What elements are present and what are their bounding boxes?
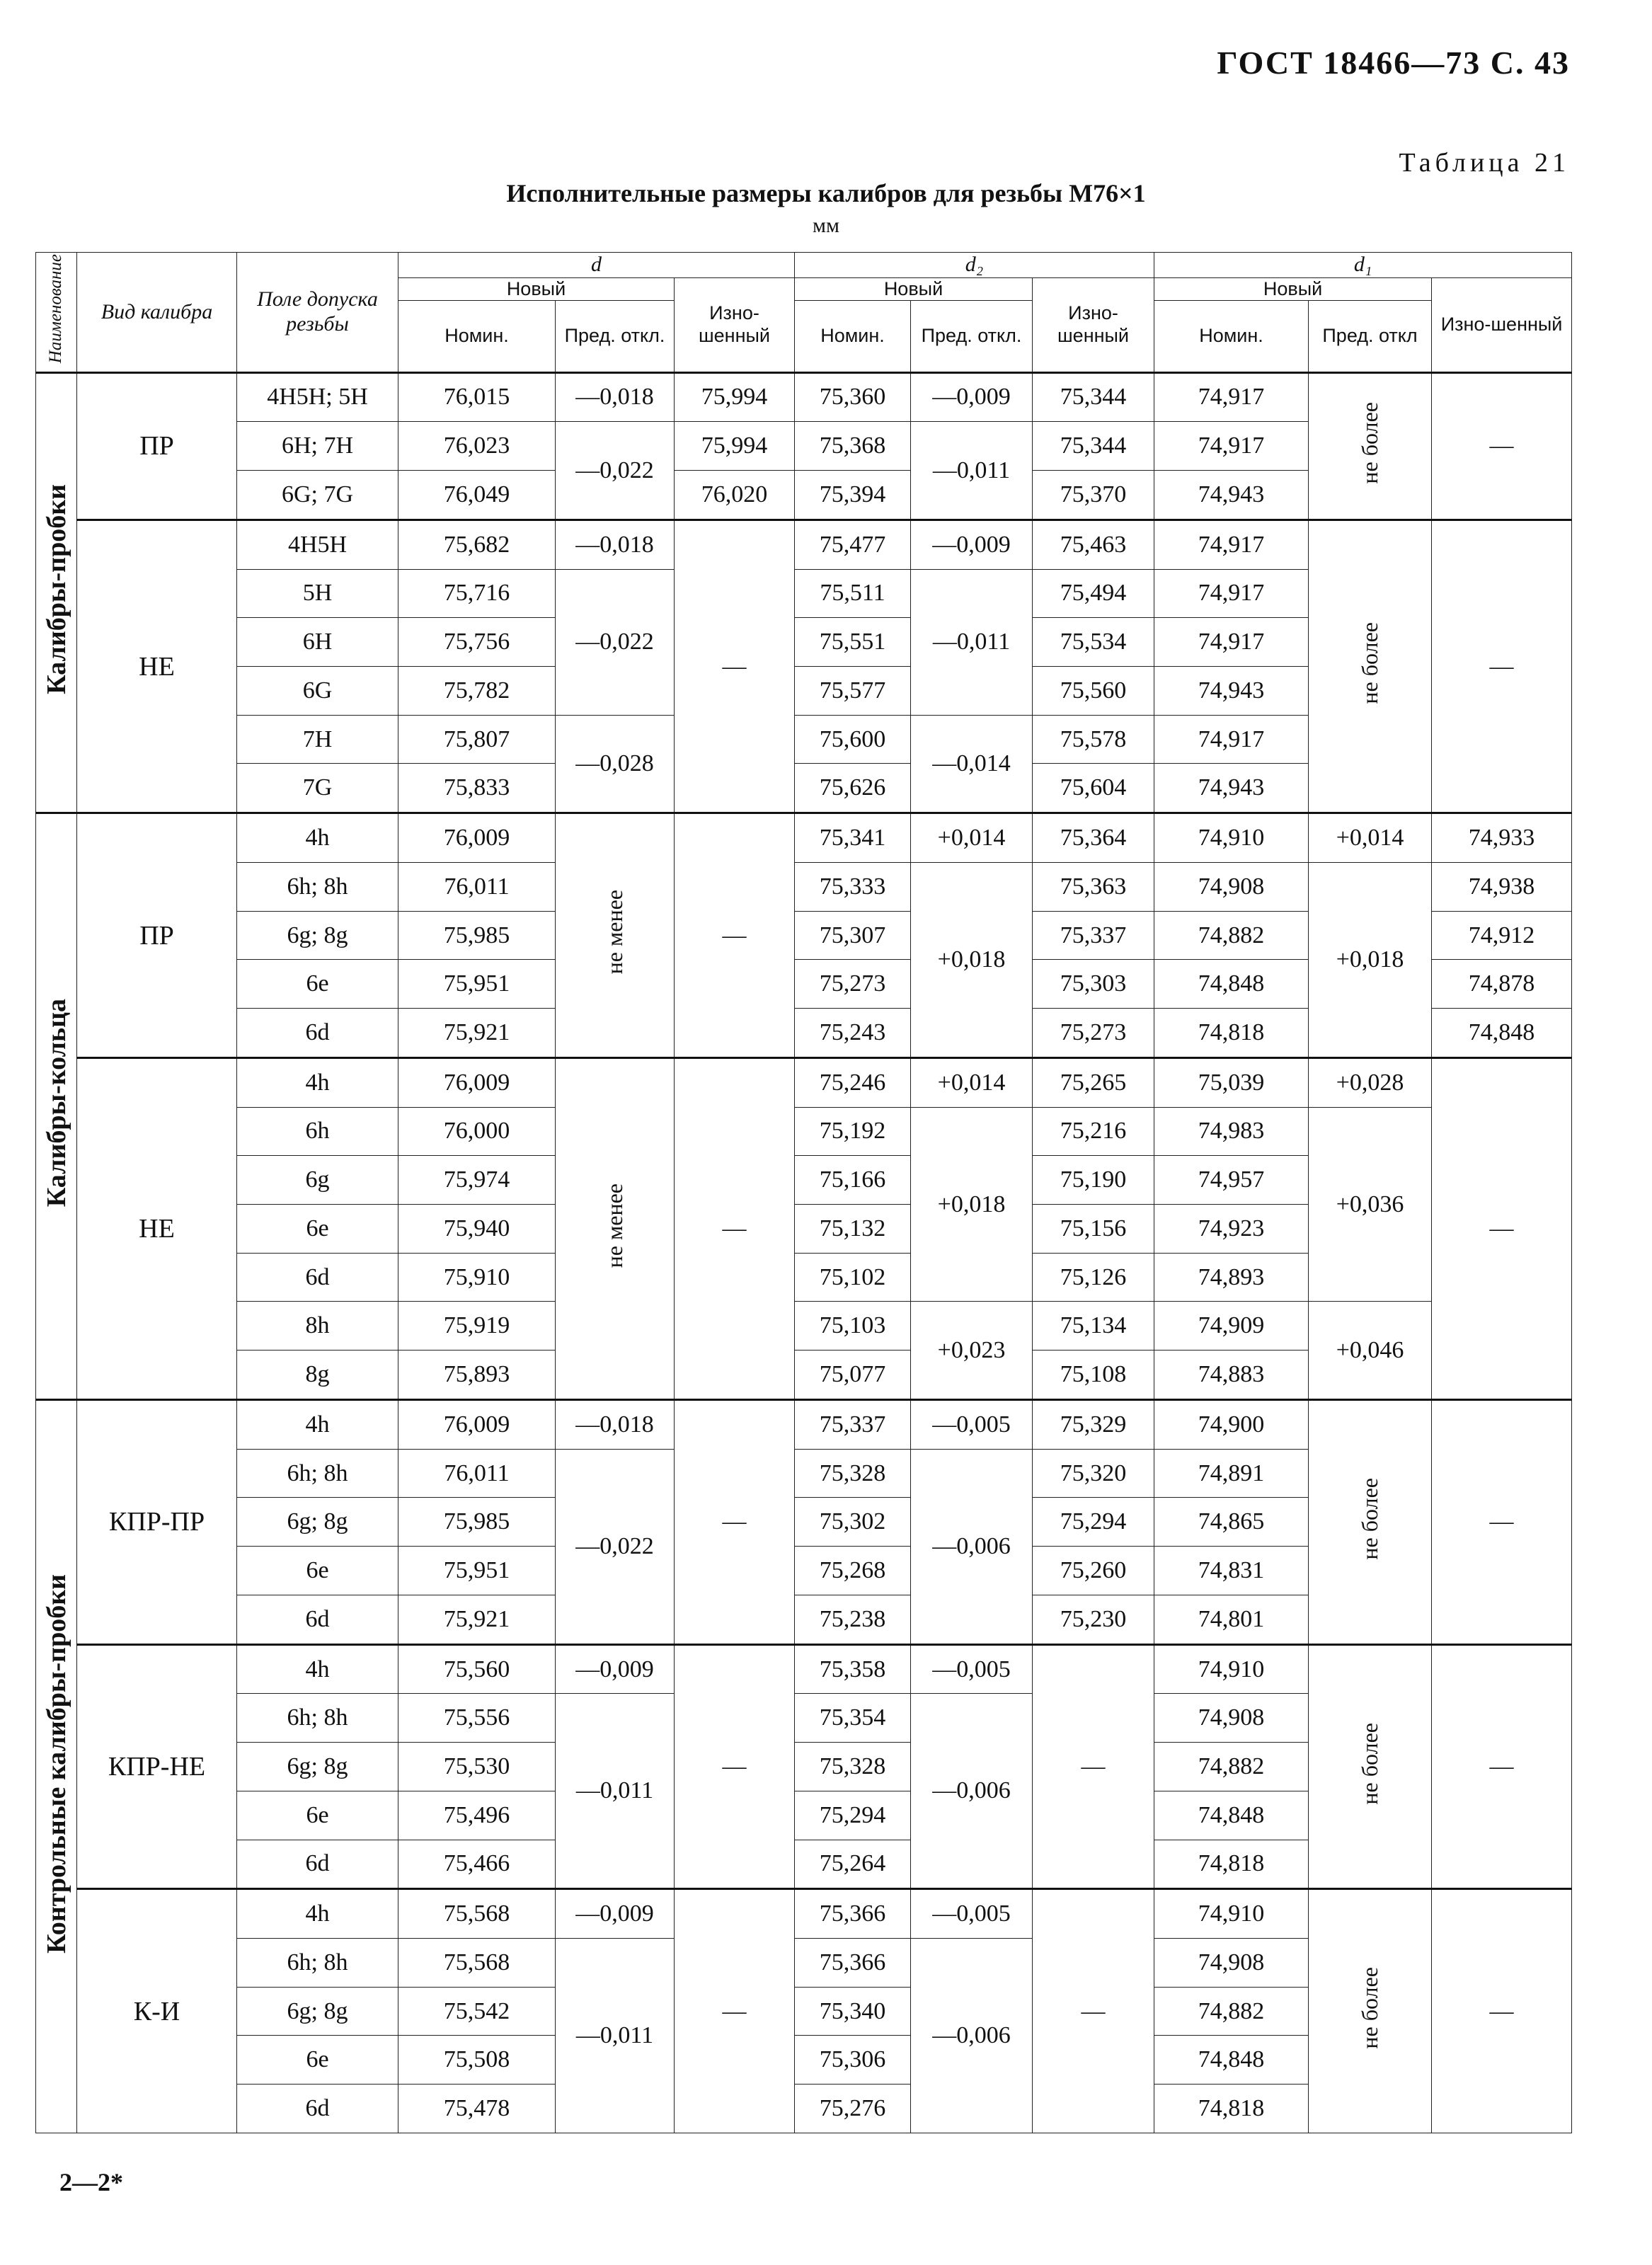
- cell-d2-worn: 75,260: [1033, 1547, 1154, 1595]
- cell-field: 6g; 8g: [237, 1987, 398, 2036]
- kind-kpr-pr: КПР-ПР: [77, 1399, 237, 1644]
- cell-d1-nom: 74,831: [1154, 1547, 1309, 1595]
- cell-d1-nom: 74,957: [1154, 1156, 1309, 1205]
- cell-d2-nom: 75,477: [795, 520, 911, 569]
- cell-d2-nom: 75,328: [795, 1743, 911, 1791]
- cell-d2-dev: —0,006: [911, 1694, 1033, 1889]
- cell-d-nom: 75,985: [398, 1498, 556, 1547]
- cell-d-nom: 75,756: [398, 618, 556, 667]
- header-d2-worn: Изно-шенный: [1033, 277, 1154, 372]
- cell-d-nom: 75,985: [398, 911, 556, 960]
- cell-d2-nom: 75,302: [795, 1498, 911, 1547]
- cell-d1-nom: 74,882: [1154, 911, 1309, 960]
- cell-d-nom: 75,782: [398, 667, 556, 716]
- cell-d-nom: 75,974: [398, 1156, 556, 1205]
- cell-d1-nom: 75,039: [1154, 1057, 1309, 1107]
- cell-d2-dev: —0,005: [911, 1889, 1033, 1939]
- cell-field: 4h: [237, 1644, 398, 1694]
- cell-d2-worn: 75,604: [1033, 764, 1154, 813]
- cell-field: 6d: [237, 2085, 398, 2133]
- cell-d-nom: 75,508: [398, 2036, 556, 2085]
- cell-d1-dev: +0,046: [1309, 1302, 1432, 1399]
- cell-d2-nom: 75,340: [795, 1987, 911, 2036]
- cell-d-nom: 75,496: [398, 1791, 556, 1840]
- cell-d1-nom: 74,908: [1154, 1939, 1309, 1988]
- header-d1-nom: Номин.: [1154, 300, 1309, 372]
- cell-d1-nom: 74,908: [1154, 862, 1309, 911]
- kind-pr-plug: ПР: [77, 372, 237, 520]
- cell-d2-worn: 75,463: [1033, 520, 1154, 569]
- note-not-less: не менее: [556, 813, 675, 1058]
- cell-d2-nom: 75,268: [795, 1547, 911, 1595]
- table-row: [36, 1399, 1572, 1449]
- table-unit: мм: [813, 214, 839, 237]
- cell-field: 6G; 7G: [237, 471, 398, 520]
- cell-field: 8h: [237, 1302, 398, 1351]
- cell-d-worn: —: [675, 813, 795, 1058]
- cell-d2-worn: —: [1033, 1889, 1154, 2133]
- note-not-more: не более: [1309, 1399, 1432, 1644]
- cell-d-nom: 75,910: [398, 1253, 556, 1302]
- cell-d-nom: 75,807: [398, 715, 556, 764]
- cell-d2-nom: 75,192: [795, 1107, 911, 1156]
- cell-d2-worn: 75,294: [1033, 1498, 1154, 1547]
- cell-field: 5H: [237, 569, 398, 618]
- cell-d2-worn: 75,578: [1033, 715, 1154, 764]
- cell-d-nom: 75,466: [398, 1840, 556, 1889]
- cell-d1-dev: +0,014: [1309, 813, 1432, 863]
- table-row: [36, 1644, 1572, 1694]
- table-row: [36, 1302, 1572, 1351]
- header-d-worn: Изно-шенный: [675, 277, 795, 372]
- cell-d1-nom: 74,917: [1154, 520, 1309, 569]
- cell-d2-dev: —0,006: [911, 1449, 1033, 1644]
- cell-d2-nom: 75,077: [795, 1351, 911, 1400]
- cell-d1-nom: 74,943: [1154, 667, 1309, 716]
- cell-d2-worn: 75,329: [1033, 1399, 1154, 1449]
- cell-d2-nom: 75,577: [795, 667, 911, 716]
- cell-d1-nom: 74,891: [1154, 1449, 1309, 1498]
- table-row: [36, 520, 1572, 569]
- cell-d2-worn: 75,190: [1033, 1156, 1154, 1205]
- cell-field: 4h: [237, 1889, 398, 1939]
- cell-d-nom: 75,921: [398, 1595, 556, 1644]
- header-d2-new: Новый: [795, 277, 1033, 300]
- cell-d-nom: 76,009: [398, 1057, 556, 1107]
- cell-d1-nom: 74,893: [1154, 1253, 1309, 1302]
- cell-d2-dev: —0,009: [911, 372, 1033, 422]
- cell-field: 6g: [237, 1156, 398, 1205]
- cell-d2-dev: —0,005: [911, 1399, 1033, 1449]
- table-caption: Исполнительные размеры калибров для резьбы М76×1: [506, 179, 1146, 207]
- cell-d2-worn: —: [1033, 1644, 1154, 1889]
- cell-d2-worn: 75,344: [1033, 372, 1154, 422]
- cell-d2-worn: 75,534: [1033, 618, 1154, 667]
- cell-d1-nom: 74,910: [1154, 813, 1309, 863]
- cell-field: 6e: [237, 1791, 398, 1840]
- cell-d2-worn: 75,126: [1033, 1253, 1154, 1302]
- cell-d2-nom: 75,626: [795, 764, 911, 813]
- cell-d-dev: —0,018: [556, 1399, 675, 1449]
- header-d1-dev: Пред. откл: [1309, 300, 1432, 372]
- cell-d-dev: —0,022: [556, 569, 675, 715]
- cell-field: 6e: [237, 1205, 398, 1254]
- cell-d-worn: 75,994: [675, 422, 795, 471]
- cell-field: 6h; 8h: [237, 1449, 398, 1498]
- cell-d2-nom: 75,337: [795, 1399, 911, 1449]
- kind-ne-ring: НЕ: [77, 1057, 237, 1399]
- cell-d1-nom: 74,848: [1154, 960, 1309, 1009]
- cell-d-dev: —0,011: [556, 1694, 675, 1889]
- cell-d2-nom: 75,366: [795, 1939, 911, 1988]
- cell-d1-nom: 74,882: [1154, 1743, 1309, 1791]
- cell-d-nom: 76,011: [398, 862, 556, 911]
- header-d-dev: Пред. откл.: [556, 300, 675, 372]
- cell-field: 6d: [237, 1009, 398, 1058]
- cell-d1-dev: +0,018: [1309, 862, 1432, 1057]
- cell-d2-worn: 75,364: [1033, 813, 1154, 863]
- cell-d-worn: 76,020: [675, 471, 795, 520]
- cell-d1-worn: 74,912: [1432, 911, 1572, 960]
- cell-d-worn: —: [675, 520, 795, 813]
- cell-d2-dev: +0,014: [911, 1057, 1033, 1107]
- header-d2: d₂: [795, 253, 1154, 278]
- cell-d1-worn: —: [1432, 1644, 1572, 1889]
- cell-d1-nom: 74,943: [1154, 471, 1309, 520]
- cell-d1-nom: 74,818: [1154, 1840, 1309, 1889]
- header-name: Наименование: [36, 253, 77, 373]
- cell-field: 6h: [237, 1107, 398, 1156]
- cell-field: 6h; 8h: [237, 862, 398, 911]
- cell-d-nom: 75,568: [398, 1889, 556, 1939]
- cell-d1-nom: 74,917: [1154, 569, 1309, 618]
- cell-d2-dev: —0,011: [911, 422, 1033, 520]
- cell-d1-nom: 74,848: [1154, 1791, 1309, 1840]
- cell-d-dev: —0,022: [556, 1449, 675, 1644]
- table-row: [36, 813, 1572, 863]
- cell-d2-worn: 75,344: [1033, 422, 1154, 471]
- cell-field: 6H; 7H: [237, 422, 398, 471]
- cell-d-nom: 75,893: [398, 1351, 556, 1400]
- cell-d-nom: 75,940: [398, 1205, 556, 1254]
- cell-d-nom: 75,530: [398, 1743, 556, 1791]
- cell-d2-dev: +0,018: [911, 1107, 1033, 1302]
- group-plug-gauges: Калибры-пробки: [36, 372, 77, 813]
- header-d2-nom: Номин.: [795, 300, 911, 372]
- cell-d1-nom: 74,917: [1154, 618, 1309, 667]
- cell-d2-nom: 75,600: [795, 715, 911, 764]
- cell-d-dev: —0,011: [556, 1939, 675, 2133]
- cell-field: 6H: [237, 618, 398, 667]
- cell-d2-nom: 75,511: [795, 569, 911, 618]
- note-not-more: не более: [1309, 520, 1432, 813]
- header-d2-dev: Пред. откл.: [911, 300, 1033, 372]
- cell-d2-worn: 75,363: [1033, 862, 1154, 911]
- cell-d2-nom: 75,358: [795, 1644, 911, 1694]
- cell-d1-worn: —: [1432, 520, 1572, 813]
- cell-d2-nom: 75,264: [795, 1840, 911, 1889]
- header-d: d: [398, 253, 795, 278]
- cell-d2-nom: 75,102: [795, 1253, 911, 1302]
- cell-d1-nom: 74,908: [1154, 1694, 1309, 1743]
- header-d-nom: Номин.: [398, 300, 556, 372]
- cell-d2-nom: 75,333: [795, 862, 911, 911]
- cell-d1-worn: —: [1432, 372, 1572, 520]
- note-not-more: не более: [1309, 1889, 1432, 2133]
- cell-d1-nom: 74,883: [1154, 1351, 1309, 1400]
- cell-d2-worn: 75,337: [1033, 911, 1154, 960]
- cell-d-nom: 75,542: [398, 1987, 556, 2036]
- cell-d2-nom: 75,354: [795, 1694, 911, 1743]
- cell-d-dev: —0,009: [556, 1889, 675, 1939]
- cell-d2-worn: 75,134: [1033, 1302, 1154, 1351]
- cell-d1-nom: 74,865: [1154, 1498, 1309, 1547]
- cell-d-dev: —0,022: [556, 422, 675, 520]
- cell-field: 7H: [237, 715, 398, 764]
- cell-field: 6h; 8h: [237, 1939, 398, 1988]
- cell-d1-nom: 74,917: [1154, 372, 1309, 422]
- cell-d2-nom: 75,368: [795, 422, 911, 471]
- cell-field: 4h: [237, 1399, 398, 1449]
- cell-d-nom: 76,049: [398, 471, 556, 520]
- cell-d2-nom: 75,294: [795, 1791, 911, 1840]
- note-not-more: не более: [1309, 1644, 1432, 1889]
- cell-d1-nom: 74,910: [1154, 1644, 1309, 1694]
- cell-field: 6e: [237, 1547, 398, 1595]
- cell-d2-worn: 75,560: [1033, 667, 1154, 716]
- table-row: [36, 862, 1572, 911]
- cell-d1-worn: 74,878: [1432, 960, 1572, 1009]
- cell-d2-nom: 75,238: [795, 1595, 911, 1644]
- kind-ne-plug: НЕ: [77, 520, 237, 813]
- gauge-size-table: [35, 252, 1572, 2133]
- cell-d-worn: —: [675, 1399, 795, 1644]
- cell-d1-nom: 74,801: [1154, 1595, 1309, 1644]
- cell-d2-dev: +0,023: [911, 1302, 1033, 1399]
- cell-d-nom: 75,919: [398, 1302, 556, 1351]
- cell-d1-worn: 74,848: [1432, 1009, 1572, 1058]
- cell-d1-dev: +0,036: [1309, 1107, 1432, 1302]
- cell-d-dev: —0,028: [556, 715, 675, 813]
- cell-d1-worn: 74,938: [1432, 862, 1572, 911]
- cell-field: 4h: [237, 1057, 398, 1107]
- cell-d-nom: 76,015: [398, 372, 556, 422]
- cell-d1-nom: 74,983: [1154, 1107, 1309, 1156]
- cell-field: 8g: [237, 1351, 398, 1400]
- cell-field: 6d: [237, 1840, 398, 1889]
- cell-d-dev: —0,009: [556, 1644, 675, 1694]
- cell-d-worn: 75,994: [675, 372, 795, 422]
- cell-d2-dev: +0,014: [911, 813, 1033, 863]
- cell-d2-worn: 75,273: [1033, 1009, 1154, 1058]
- cell-d2-dev: +0,018: [911, 862, 1033, 1057]
- cell-d-nom: 75,951: [398, 1547, 556, 1595]
- cell-d-nom: 76,009: [398, 1399, 556, 1449]
- header-d1-worn: Изно-шенный: [1432, 277, 1572, 372]
- cell-d1-nom: 74,923: [1154, 1205, 1309, 1254]
- cell-d2-worn: 75,494: [1033, 569, 1154, 618]
- cell-d2-nom: 75,166: [795, 1156, 911, 1205]
- note-not-less: не менее: [556, 1057, 675, 1399]
- cell-d-nom: 76,011: [398, 1449, 556, 1498]
- cell-d-nom: 75,568: [398, 1939, 556, 1988]
- document-header: ГОСТ 18466—73 С. 43: [1217, 45, 1570, 81]
- cell-d2-worn: 75,108: [1033, 1351, 1154, 1400]
- table-row: [36, 1057, 1572, 1107]
- cell-field: 6e: [237, 960, 398, 1009]
- cell-field: 4h: [237, 813, 398, 863]
- cell-d2-dev: —0,009: [911, 520, 1033, 569]
- cell-d-nom: 75,951: [398, 960, 556, 1009]
- cell-d2-nom: 75,273: [795, 960, 911, 1009]
- header-kind: Вид калибра: [77, 253, 237, 373]
- cell-d1-worn: 74,933: [1432, 813, 1572, 863]
- cell-field: 6d: [237, 1253, 398, 1302]
- page-footer: 2—2*: [59, 2168, 123, 2196]
- cell-d2-nom: 75,341: [795, 813, 911, 863]
- header-field: Поле допуска резьбы: [237, 253, 398, 373]
- cell-d-dev: —0,018: [556, 372, 675, 422]
- cell-field: 4H5H; 5H: [237, 372, 398, 422]
- header-d1-new: Новый: [1154, 277, 1432, 300]
- cell-d2-nom: 75,276: [795, 2085, 911, 2133]
- cell-d-worn: —: [675, 1057, 795, 1399]
- cell-d-nom: 76,000: [398, 1107, 556, 1156]
- cell-d-nom: 75,921: [398, 1009, 556, 1058]
- cell-d-nom: 75,560: [398, 1644, 556, 1694]
- cell-d1-nom: 74,818: [1154, 1009, 1309, 1058]
- table-row: [36, 372, 1572, 422]
- cell-d-nom: 75,682: [398, 520, 556, 569]
- table-row: [36, 1107, 1572, 1156]
- cell-d1-nom: 74,943: [1154, 764, 1309, 813]
- cell-d2-dev: —0,014: [911, 715, 1033, 813]
- cell-d2-nom: 75,328: [795, 1449, 911, 1498]
- cell-d2-worn: 75,156: [1033, 1205, 1154, 1254]
- cell-d-nom: 75,833: [398, 764, 556, 813]
- cell-d1-nom: 74,917: [1154, 422, 1309, 471]
- cell-d1-nom: 74,917: [1154, 715, 1309, 764]
- cell-d2-nom: 75,306: [795, 2036, 911, 2085]
- cell-d-nom: 75,556: [398, 1694, 556, 1743]
- cell-field: 7G: [237, 764, 398, 813]
- cell-field: 6d: [237, 1595, 398, 1644]
- cell-d2-nom: 75,243: [795, 1009, 911, 1058]
- cell-d1-dev: +0,028: [1309, 1057, 1432, 1107]
- cell-d2-worn: 75,370: [1033, 471, 1154, 520]
- table-row: [36, 1889, 1572, 1939]
- cell-d2-worn: 75,230: [1033, 1595, 1154, 1644]
- cell-d1-nom: 74,848: [1154, 2036, 1309, 2085]
- cell-d-worn: —: [675, 1644, 795, 1889]
- kind-kpr-ne: КПР-НЕ: [77, 1644, 237, 1889]
- cell-field: 6g; 8g: [237, 1498, 398, 1547]
- cell-field: 6g; 8g: [237, 1743, 398, 1791]
- cell-d2-worn: 75,303: [1033, 960, 1154, 1009]
- cell-d2-nom: 75,132: [795, 1205, 911, 1254]
- cell-d2-nom: 75,360: [795, 372, 911, 422]
- cell-field: 6G: [237, 667, 398, 716]
- cell-d2-worn: 75,320: [1033, 1449, 1154, 1498]
- cell-d1-nom: 74,909: [1154, 1302, 1309, 1351]
- cell-d1-nom: 74,818: [1154, 2085, 1309, 2133]
- cell-d-nom: 76,023: [398, 422, 556, 471]
- kind-k-i: К-И: [77, 1889, 237, 2133]
- cell-field: 6h; 8h: [237, 1694, 398, 1743]
- cell-d-nom: 75,716: [398, 569, 556, 618]
- note-not-more: не более: [1309, 372, 1432, 520]
- header-d-new: Новый: [398, 277, 675, 300]
- cell-field: 4H5H: [237, 520, 398, 569]
- cell-d2-nom: 75,246: [795, 1057, 911, 1107]
- cell-d-nom: 75,478: [398, 2085, 556, 2133]
- cell-d-dev: —0,018: [556, 520, 675, 569]
- cell-field: 6e: [237, 2036, 398, 2085]
- group-ring-gauges: Калибры-кольца: [36, 813, 77, 1400]
- cell-d2-worn: 75,216: [1033, 1107, 1154, 1156]
- cell-field: 6g; 8g: [237, 911, 398, 960]
- cell-d2-dev: —0,011: [911, 569, 1033, 715]
- cell-d1-nom: 74,882: [1154, 1987, 1309, 2036]
- kind-pr-ring: ПР: [77, 813, 237, 1058]
- cell-d2-nom: 75,366: [795, 1889, 911, 1939]
- cell-d-worn: —: [675, 1889, 795, 2133]
- cell-d1-worn: —: [1432, 1399, 1572, 1644]
- group-control-plug-gauges: Контрольные калибры-пробки: [36, 1399, 77, 2133]
- cell-d2-nom: 75,103: [795, 1302, 911, 1351]
- cell-d2-worn: 75,265: [1033, 1057, 1154, 1107]
- cell-d1-worn: —: [1432, 1889, 1572, 2133]
- cell-d2-nom: 75,394: [795, 471, 911, 520]
- cell-d2-dev: —0,005: [911, 1644, 1033, 1694]
- cell-d-nom: 76,009: [398, 813, 556, 863]
- cell-d1-worn: —: [1432, 1057, 1572, 1399]
- cell-d2-nom: 75,307: [795, 911, 911, 960]
- cell-d1-nom: 74,900: [1154, 1399, 1309, 1449]
- cell-d2-dev: —0,006: [911, 1939, 1033, 2133]
- table-number: Таблица 21: [1399, 148, 1570, 178]
- cell-d1-nom: 74,910: [1154, 1889, 1309, 1939]
- header-d1: d₁: [1154, 253, 1572, 278]
- cell-d2-nom: 75,551: [795, 618, 911, 667]
